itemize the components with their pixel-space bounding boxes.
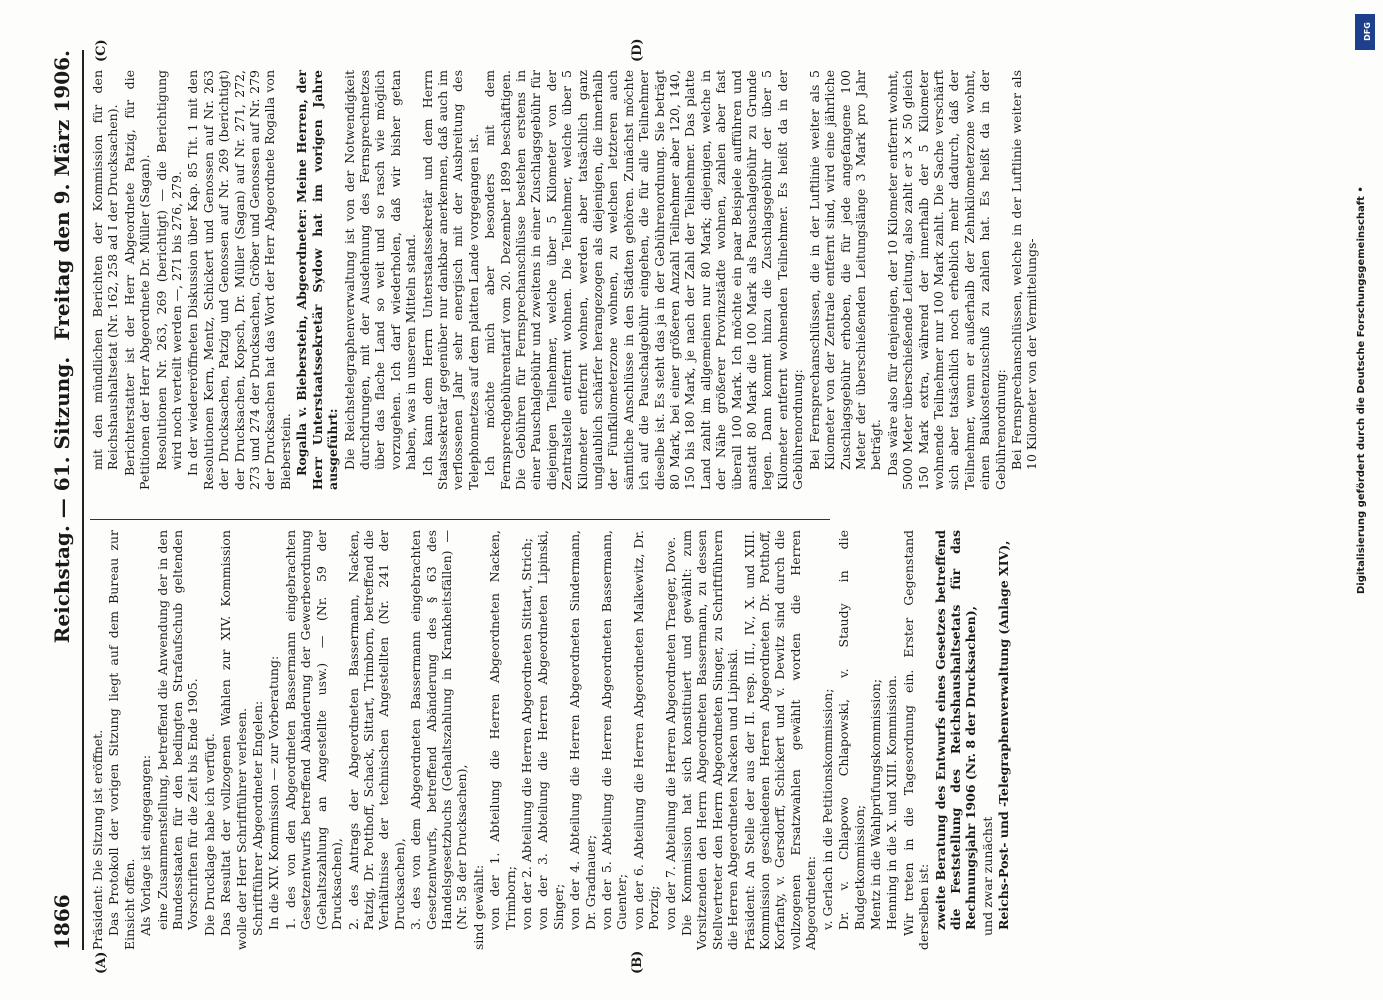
paragraph: Die Reichstelegraphenverwaltung ist von der Notwendigkeit durchdrungen, mit der Ausdehnung des Fernsprechnetzes über das flache Land so weit und so rasch wie möglich vorzugehen. Ich darf wiederholen, daß wir bisher getan haben, was in unseren Mitteln stand. [341, 70, 419, 470]
column-divider [90, 519, 830, 520]
session-date: Freitag den 9. März 1906. [50, 50, 74, 341]
margin-marker-c: (C) [94, 39, 109, 62]
paragraph: und zwar zunächst [979, 816, 995, 936]
paragraph: von der 2. Abteilung die Herren Abgeordneten Sittart, Strich; [518, 537, 534, 930]
paragraph: Ich möchte mich aber besonders mit dem Fernsprechgebührentarif vom 20. Dezember 1899 beschäftigen. Die Gebühren für Fernsprechanschlüsse bestehen erstens in einer Pauschalgebühr und zweitens in einer Zuschlagsgebühr für diejenigen Teilnehmer, welche über 5 Kilometer von der Zentralstelle entfernt wohnen. Die Teilnehmer, welche über 5 Kilometer entfernt wohnen, werden aber tatsächlich ganz unglaublich schärfer herangezogen als diejenigen, die innerhalb der Fünfkilometerzone wohnen, zu welchen letzteren auch sämtliche Anschlüsse in den Städten gehören. Zunächst möchte ich auf die Pauschalgebühr eingehen, die für alle Teilnehmer dieselbe ist. Es steht das ja in der Gebührenordnung. Sie beträgt 80 Mark, bei einer größeren Anzahl Teilnehmer aber 120, 140, 150 bis 180 Mark, je nach der Zahl der Teilnehmer. Das platte Land zahlt im allgemeinen nur 80 Mark; diejenigen, welche in der Nähe größerer Provinzstädte wohnen, zahlen aber fast überall 100 Mark. Ich möchte ein paar Beispiele aufführen und anstatt 80 Mark die 100 Mark als Pauschalgebühr zu Grunde legen. Dann kommt hinzu die Zuschlagsgebühr der über 5 Kilometer entfernt wohnenden Teilnehmer. Es heißt da in der Gebührenordnung: [482, 70, 806, 490]
paragraph: Wir treten in die Tagesordnung ein. Erster Gegenstand derselben ist: [900, 530, 932, 950]
paragraph: von der 5. Abteilung die Herren Abgeordneten Bassermann, Guenter; [599, 530, 630, 930]
paragraph: v. Gerlach in die Petitionskommission; [819, 688, 835, 930]
paragraph: sind gewählt: [470, 864, 486, 950]
paragraph: eine Zusammenstellung, betreffend die Anwendung der in den Bundesstaaten für den bedingten Strafaufschub geltenden Vorschriften für die Zeit bis Ende 1905. [154, 530, 201, 930]
paragraph: Mentz in die Wahlprüfungskommission; [867, 678, 883, 930]
paragraph: Präsident: An Stelle der aus der II. resp. III., IV., X. und XIII. Kommission geschiedenen Herren Abgeordneten Dr. Potthoff, Korfanty, v. Gersdorff, Schickert und v. Dewitz sind durch die vollzogenen Ersatzwahlen gewählt worden die Herren Abgeordneten: [741, 530, 819, 950]
paragraph: Bei Fernsprechanschlüssen, welche in der Luftlinie weiter als 10 Kilometer von der Vermittelungs- [1008, 70, 1040, 470]
paragraph: Das wäre also für denjenigen, der 10 Kilometer entfernt wohnt, 5000 Meter überschießende Leitung, also zahlt er 3 × 50 gleich 150 Mark extra, während der innerhalb der 5 Kilometer wohnende Teilnehmer nur 100 Mark zahlt. Die Sache verschärft sich aber tatsächlich noch erheblich mehr dadurch, daß der Teilnehmer, wenn er außerhalb der Zehnkilometerzone wohnt, einen Baukostenzuschuß zu zahlen hat. Es heißt da in der Gebührenordnung: [884, 70, 1008, 490]
paragraph: von der 1. Abteilung die Herren Abgeordneten Nacken, Trimborn; [487, 530, 518, 930]
paragraph: Rogalla v. Bieberstein, Abgeordneter: Meine Herren, der Herr Unterstaatssekretär Sydow hat im vorigen Jahre ausgeführt: [294, 70, 341, 490]
paragraph: mit den mündlichen Berichten der Kommission für den Reichshaushaltsetat (Nr. 162, 258 ad I der Drucksachen). [90, 70, 121, 470]
dfg-logo: DFG [1355, 14, 1375, 50]
paragraph: 1. des von den Abgeordneten Bassermann eingebrachten Gesetzentwurfs betreffend Abänderung der Gewerbeordnung (Gehaltszahlung an Angestellte usw.) — (Nr. 59 der Drucksachen), [282, 530, 345, 930]
left-column [90, 530, 1013, 950]
paragraph: In die XIV. Kommission — zur Vorberatung: [266, 655, 282, 930]
credit-text: Digitalisierung gefördert durch die Deutsche Forschungsgemeinschaft • [1356, 186, 1367, 594]
margin-marker-b: (B) [630, 950, 645, 974]
paragraph: Präsident: Die Sitzung ist eröffnet. [90, 729, 105, 950]
paragraph: Ich kann dem Herrn Unterstaatssekretär und dem Herrn Staatssekretär gegenüber nur dankbar anerkennen, daß auch im verflossenen Jahr sehr energisch mit der Ausbreitung des Telephonnetzes auf dem platten Lande vorgegangen ist. [419, 70, 481, 490]
paragraph: Henning in die X. und XIII. Kommission. [884, 674, 900, 930]
paragraph: Schriftführer Abgeordneter Engelen: [250, 700, 266, 936]
paragraph: zweite Beratung des Entwurfs eines Gesetzes betreffend die Feststellung des Reichshaushaltsetats für das Rechnungsjahr 1906 (Nr. 8 der Drucksachen), [932, 530, 979, 930]
margin-marker-a: (A) [94, 951, 109, 974]
paragraph: von der 6. Abteilung die Herren Abgeordneten Malkewitz, Dr. Porzig; [630, 530, 662, 930]
paragraph: Reichs-Post- und -Telegraphenverwaltung (Anlage XIV), [996, 540, 1012, 930]
paragraph: von der 7. Abteilung die Herren Abgeordneten Traeger, Dove. [662, 536, 678, 930]
document-page [30, 30, 1350, 974]
right-column [90, 70, 1041, 490]
session-title: Reichstag. — 61. Sitzung. [50, 356, 74, 644]
margin-marker-d: (D) [630, 38, 645, 62]
paragraph: Das Protokoll der vorigen Sitzung liegt auf dem Bureau zur Einsicht offen. [106, 530, 137, 950]
paragraph: 2. des Antrags der Abgeordneten Bassermann, Nacken, Patzig, Dr. Potthoff, Schack, Sittart, Trimborn, betreffend die Verhältnisse der technischen Angestellten (Nr. 241 der Drucksachen), [345, 530, 407, 930]
paragraph: Berichterstatter ist der Herr Abgeordnete Patzig, für die Petitionen der Herr Abgeordnete Dr. Müller (Sagan). [121, 70, 153, 490]
page-header [48, 50, 84, 950]
paragraph: Resolutionen Nr. 263, 269 (berichtigt) — die Berichtigung wird noch verteilt werden —, 271 bis 276, 279. [153, 70, 185, 470]
paragraph: Das Resultat der vollzogenen Wahlen zur XIV. Kommission wolle der Herr Schriftführer verlesen. [218, 530, 249, 950]
paragraph: Dr. v. Chlapowo Chlapowski, v. Staudy in die Budgetkommission; [836, 530, 867, 930]
paragraph: In der wiedereröffneten Diskussion über Kap. 85 Tit. 1 mit den Resolutionen Kern, Mentz, Schickert und Genossen auf Nr. 263 der Drucksachen, Patzig und Genossen auf Nr. 269 (berichtigt) der Drucksachen, Kopsch, Dr. Müller (Sagan) auf Nr. 271, 272, 273 und 274 der Drucksachen, Gröber und Genossen auf Nr. 279 der Drucksachen hat das Wort der Herr Abgeordnete Rogalla von Bieberstein. [185, 70, 293, 490]
paragraph: von der 4. Abteilung die Herren Abgeordneten Sindermann, Dr. Gradnauer; [567, 530, 598, 930]
paragraph: 3. des von dem Abgeordneten Bassermann eingebrachten Gesetzentwurfs, betreffend Abänderung des § 63 des Handelsgesetzbuchs (Gehaltszahlung in Krankheitsfällen) — (Nr. 58 der Drucksachen), [408, 530, 470, 930]
page-number: 1866 [50, 894, 74, 950]
paragraph: Die Drucklage habe ich verfügt. [201, 733, 217, 936]
paragraph: Die Kommission hat sich konstituiert und gewählt: zum Vorsitzenden den Herrn Abgeordneten Bassermann, zu dessen Stellvertreter den Herrn Abgeordneten Singer, zu Schriftführern die Herren Abgeordneten Nacken und Lipinski. [679, 530, 741, 950]
digitization-credit [1352, 14, 1378, 994]
paragraph: Als Vorlage ist eingegangen: [138, 754, 154, 936]
paragraph: Bei Fernsprechanschlüssen, die in der Luftlinie weiter als 5 Kilometer von der Zentrale entfernt sind, wird eine jährliche Zuschlagsgebühr erhoben, die für jede angefangene 100 Meter der überschießenden Leitungslänge 3 Mark pro Jahr beträgt. [806, 70, 884, 470]
paragraph: von der 3. Abteilung die Herren Abgeordneten Lipinski, Singer; [535, 530, 566, 930]
